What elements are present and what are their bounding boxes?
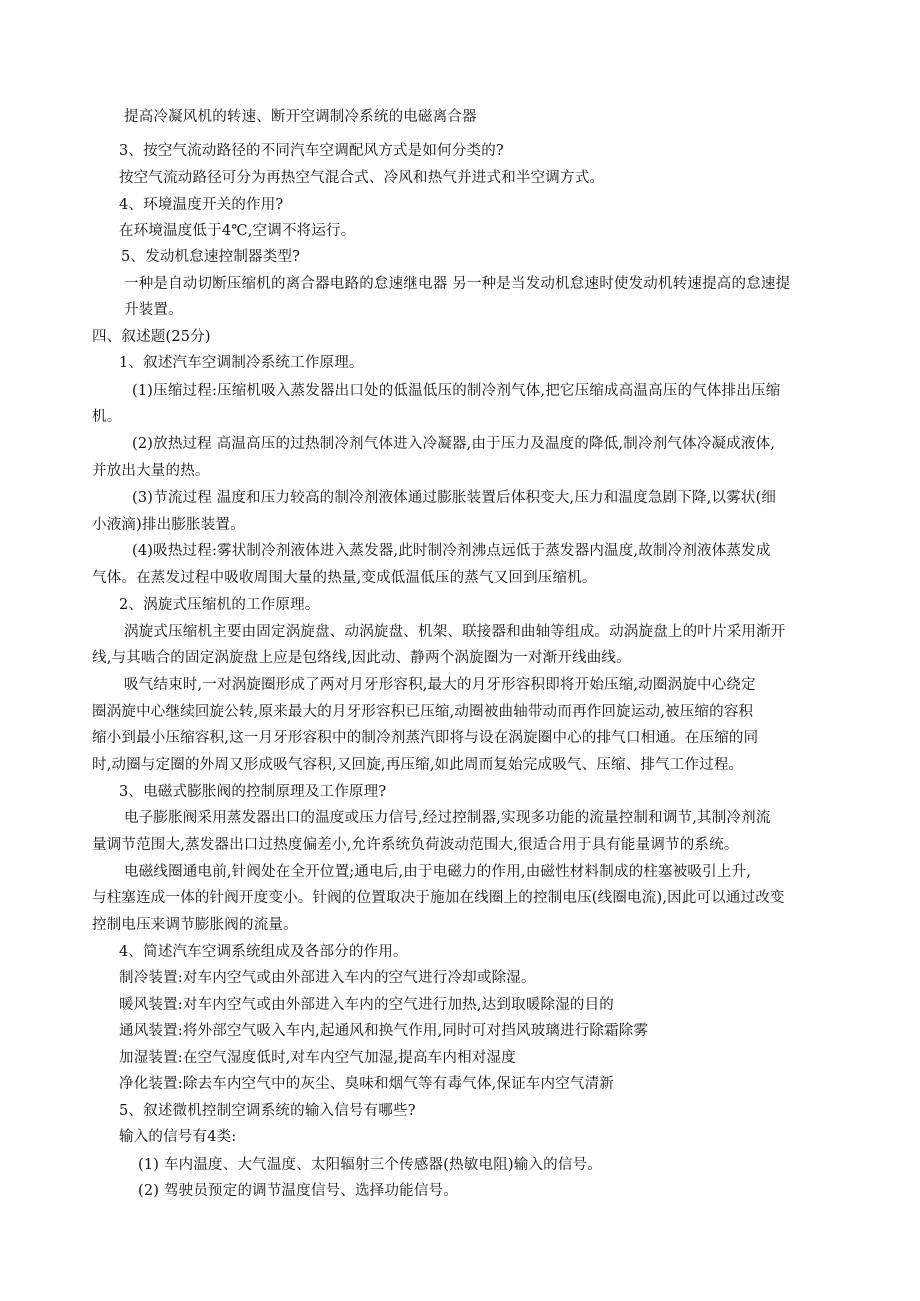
answer-line: 线,与其啮合的固定涡旋盘上应是包络线,因此动、静两个涡旋圈为一对渐开线曲线。 — [92, 650, 631, 666]
answer-line: 吸气结束时,一对涡旋圈形成了两对月牙形容积,最大的月牙形容积即将开始压缩,动圈涡旋中心绕定 — [124, 677, 756, 693]
question-heading: 3、电磁式膨胀阀的控制原理及工作原理? — [119, 784, 387, 800]
answer-line: 电子膨胀阀采用蒸发器出口的温度或压力信号,经过控制器,实现多功能的流量控制和调节,其制冷剂流 — [124, 810, 771, 826]
section-heading: 四、叙述题(25分) — [92, 329, 211, 345]
answer-line: 圈涡旋中心继续回旋公转,原来最大的月牙形容积已压缩,动圈被曲轴带动而再作回旋运动,被压缩的容积 — [92, 704, 754, 720]
text-line: 提高冷凝风机的转速、断开空调制冷系统的电磁离合器 — [124, 109, 477, 125]
answer-line: (4)吸热过程:雾状制冷剂液体进入蒸发器,此时制冷剂沸点远低于蒸发器内温度,故制冷剂液体蒸发成 — [132, 543, 771, 559]
answer-line: 升装置。 — [124, 302, 183, 318]
answer-line: 加湿装置:在空气湿度低时,对车内空气加湿,提高车内相对湿度 — [119, 1050, 516, 1066]
answer-line: (1)压缩过程:压缩机吸入蒸发器出口处的低温低压的制冷剂气体,把它压缩成高温高压的气体排出压缩 — [132, 383, 781, 399]
question-heading: 4、简述汽车空调系统组成及各部分的作用。 — [119, 944, 408, 960]
answer-line: 制冷装置:对车内空气或由外部进入车内的空气进行冷却或除湿。 — [119, 970, 536, 986]
answer-line: 涡旋式压缩机主要由固定涡旋盘、动涡旋盘、机架、联接器和曲轴等组成。动涡旋盘上的叶片采用渐开 — [124, 624, 786, 640]
question-heading: 4、环境温度开关的作用? — [119, 197, 284, 213]
answer-line: 暖风装置:对车内空气或由外部进入车内的空气进行加热,达到取暖除湿的目的 — [119, 997, 614, 1013]
question-heading: 1、叙述汽车空调制冷系统工作原理。 — [119, 355, 364, 371]
answer-line: 一种是自动切断压缩机的离合器电路的怠速继电器 另一种是当发动机怠速时使发动机转速提高的怠速提 — [124, 276, 791, 292]
answer-line: 电磁线圈通电前,针阀处在全开位置;通电后,由于电磁力的作用,由磁性材料制成的柱塞被吸引上升, — [124, 864, 752, 880]
answer-line: 通风装置:将外部空气吸入车内,起通风和换气作用,同时可对挡风玻璃进行除霜除雾 — [119, 1023, 649, 1039]
answer-line: 并放出大量的热。 — [92, 463, 210, 479]
answer-line: 在环境温度低于4℃,空调不将运行。 — [119, 223, 356, 239]
answer-line: 小液滴)排出膨胀装置。 — [92, 517, 245, 533]
question-heading: 5、叙述微机控制空调系统的输入信号有哪些? — [119, 1103, 416, 1119]
answer-line: 机。 — [92, 409, 122, 425]
answer-line: 输入的信号有4类: — [119, 1129, 237, 1145]
answer-line: 气体。在蒸发过程中吸收周围大量的热量,变成低温低压的蒸气又回到压缩机。 — [92, 570, 597, 586]
answer-line: 量调节范围大,蒸发器出口过热度偏差小,允许系统负荷波动范围大,很适合用于具有能量调节的系统。 — [92, 837, 739, 853]
answer-line: 按空气流动路径可分为再热空气混合式、冷风和热气并进式和半空调方式。 — [119, 170, 605, 186]
question-heading: 5、发动机怠速控制器类型? — [121, 249, 301, 265]
answer-line: (2)放热过程 高温高压的过热制冷剂气体进入冷凝器,由于压力及温度的降低,制冷剂气体冷凝成液体, — [132, 436, 776, 452]
answer-line: 净化装置:除去车内空气中的灰尘、臭味和烟气等有毒气体,保证车内空气清新 — [119, 1076, 614, 1092]
answer-line: 时,动圈与定圈的外周又形成吸气容积,又回旋,再压缩,如此周而复始完成吸气、压缩、排气工作过程。 — [92, 757, 744, 773]
question-heading: 2、涡旋式压缩机的工作原理。 — [119, 597, 320, 613]
answer-line: (2) 驾驶员预定的调节温度信号、选择功能信号。 — [138, 1183, 458, 1199]
answer-line: 与柱塞连成一体的针阀开度变小。针阀的位置取决于施加在线圈上的控制电压(线圈电流),因此可以通过改变 — [92, 890, 785, 906]
answer-line: 控制电压来调节膨胀阀的流量。 — [92, 917, 298, 933]
question-heading: 3、按空气流动路径的不同汽车空调配风方式是如何分类的? — [119, 143, 504, 159]
answer-line: (1) 车内温度、大气温度、太阳辐射三个传感器(热敏电阻)输入的信号。 — [138, 1157, 602, 1173]
answer-line: 缩小到最小压缩容积,这一月牙形容积中的制冷剂蒸汽即将与设在涡旋圈中心的排气口相通。在压缩的同 — [92, 730, 759, 746]
answer-line: (3)节流过程 温度和压力较高的制冷剂液体通过膨胀装置后体积变大,压力和温度急剧下降,以雾状(细 — [132, 490, 777, 506]
